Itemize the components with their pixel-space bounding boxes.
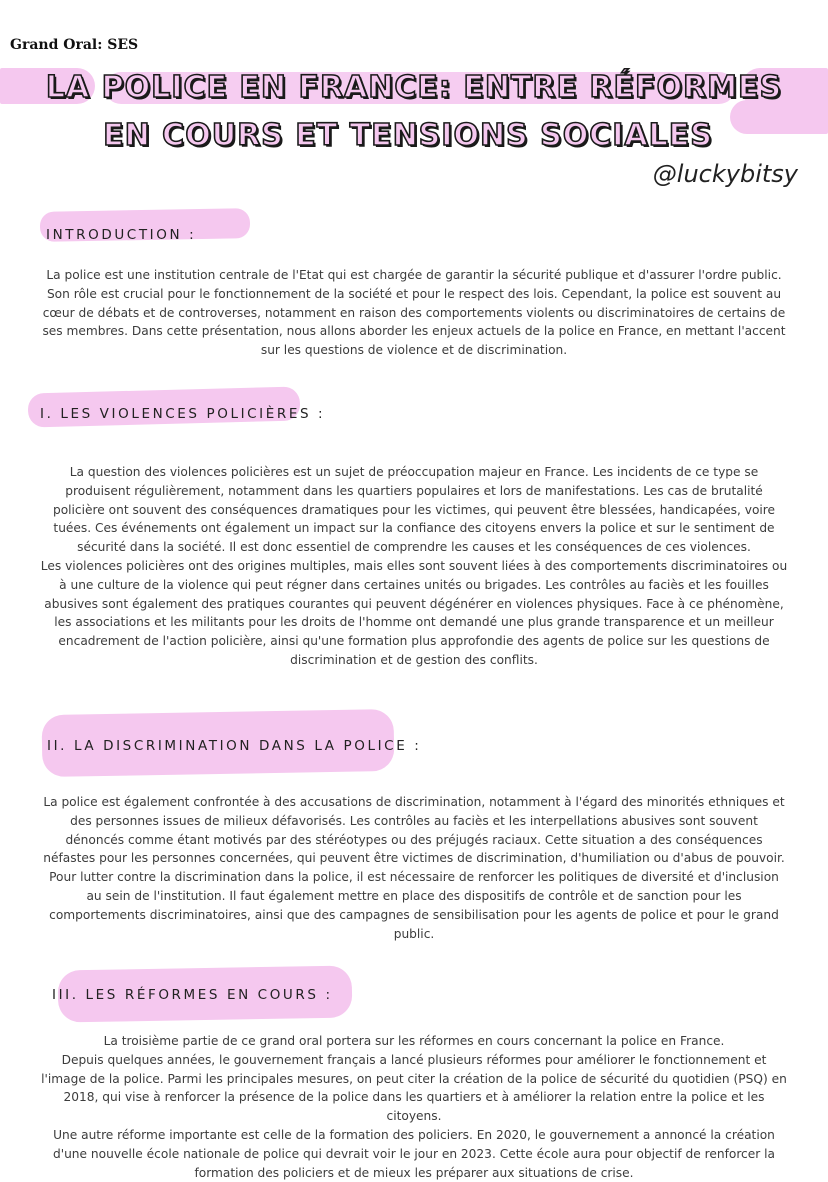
section-heading-intro: INTRODUCTION : — [46, 227, 197, 243]
paragraph: La troisième partie de ce grand oral portera sur les réformes en cours concernant la police en France. — [103, 1034, 725, 1048]
section-body-2 — [40, 793, 788, 943]
paragraph: Les violences policières ont des origines multiples, mais elles sont souvent liées à des comportements discriminatoires ou à une culture de la violence qui peut régner dans certaines unités ou brigades. Les contrôles au faciès et les fouilles abusives sont également des pratiques courantes qui peuvent dégénérer en violences physiques. Face à ce phénomène, les associations et les militants pour les droits de l'homme ont demandé une plus grande transparence et un meilleur encadrement de l'action policière, ainsi qu'une formation plus approfondie des agents de police sur les questions de discrimination et de gestion des conflits. — [40, 558, 788, 667]
paragraph: La police est une institution centrale de l'Etat qui est chargée de garantir la sécurité publique et d'assurer l'ordre public. Son rôle est crucial pour le fonctionnement de la société et pour le respect des lois. Cependant, la police est souvent au cœur de débats et de controverses, notamment en raison des comportements violents ou discriminatoires de certains de ses membres. Dans cette présentation, nous allons aborder les enjeux actuels de la police en France, en mettant l'accent sur les questions de violence et de discrimination. — [42, 268, 786, 358]
page-title-line-1: LA POLICE EN FRANCE: ENTRE RÉFORMES — [45, 70, 783, 105]
section-body-3 — [40, 1032, 788, 1182]
section-heading-2: II. LA DISCRIMINATION DANS LA POLICE : — [47, 738, 422, 754]
document-label: Grand Oral: SES — [10, 37, 139, 53]
paragraph: Depuis quelques années, le gouvernement français a lancé plusieurs réformes pour améliorer le fonctionnement et l'image de la police. Parmi les principales mesures, on peut citer la création de la police de sécurité du quotidien (PSQ) en 2018, qui vise à renforcer la présence de la police dans les quartiers et à améliorer la relation entre la police et les citoyens. — [41, 1052, 787, 1124]
author-handle: @luckybitsy — [652, 160, 798, 188]
section-body-1 — [40, 463, 788, 670]
paragraph: La police est également confrontée à des accusations de discrimination, notamment à l'égard des minorités ethniques et des personnes issues de milieux défavorisés. Les contrôles au faciès et les interpellations abusives sont souvent dénoncés comme étant motivés par des stéréotypes ou des préjugés raciaux. Cette situation a des conséquences néfastes pour les personnes concernées, qui peuvent être victimes de discrimination, d'humiliation ou d'abus de pouvoir. — [43, 795, 785, 866]
section-heading-1: I. LES VIOLENCES POLICIÈRES : — [40, 406, 326, 422]
section-heading-3: III. LES RÉFORMES EN COURS : — [52, 987, 333, 1003]
section-body-intro — [40, 266, 788, 360]
paragraph: Une autre réforme importante est celle de la formation des policiers. En 2020, le gouvernement a annoncé la création d'une nouvelle école nationale de police qui devrait voir le jour en 2023. Cette école aura pour objectif de renforcer la formation des policiers et de mieux les préparer aux situations de crise. — [53, 1127, 775, 1180]
paragraph: Pour lutter contre la discrimination dans la police, il est nécessaire de renforcer les politiques de diversité et d'inclusion au sein de l'institution. Il faut également mettre en place des dispositifs de contrôle et de sanction pour les comportements discriminatoires, ainsi que des campagnes de sensibilisation pour les agents de police et pour le grand public. — [49, 870, 779, 941]
paragraph: La question des violences policières est un sujet de préoccupation majeur en France. Les incidents de ce type se produisent régulièrement, notamment dans les quartiers populaires et lors de manifestations. Les cas de brutalité policière ont souvent des conséquences dramatiques pour les victimes, qui peuvent être blessées, handicapées, voire tuées. Ces événements ont également un impact sur la confiance des citoyens envers la police et sur le sentiment de sécurité dans la société. Il est donc essentiel de comprendre les causes et les conséquences de ces violences. — [52, 465, 776, 555]
page-title-line-2: EN COURS ET TENSIONS SOCIALES — [103, 118, 713, 153]
